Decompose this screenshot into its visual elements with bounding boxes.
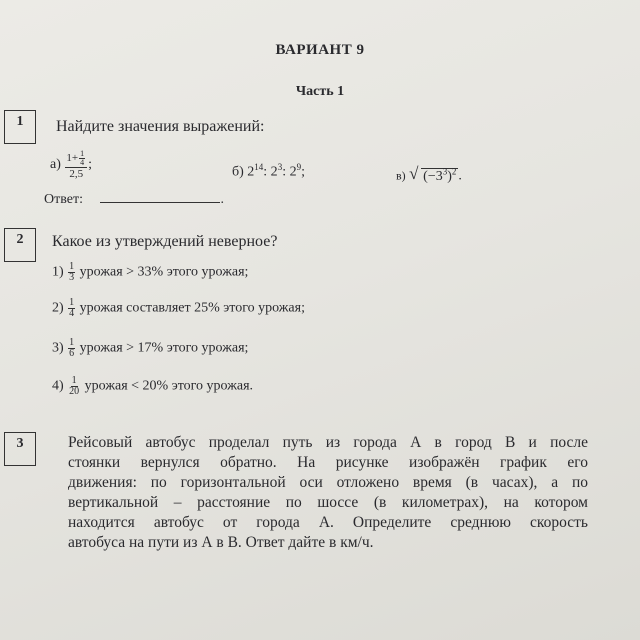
task-1-answer-row (44, 190, 224, 208)
task-3-number: 3 (16, 436, 24, 451)
task-1-a-denominator: 2,5 (69, 168, 84, 180)
task-1-part-b (232, 162, 305, 181)
option-fraction-den: 3 (69, 272, 75, 283)
task-1-a-inner-num: 1 (80, 149, 85, 158)
task-1-b-exp2: 3 (277, 162, 283, 172)
task-3-line: движения: по горизонтальной оси отложено время (в часах), а по (68, 474, 588, 491)
task-1-a-numerator (65, 150, 87, 168)
task-1-c-radicand (421, 168, 458, 184)
task-1-answer-label: Ответ: (44, 192, 83, 207)
task-1-c-close: ) (447, 168, 452, 184)
task-1-part-a (50, 150, 92, 180)
task-1-b-sep2: : 2 (282, 164, 297, 180)
option-fraction (68, 262, 75, 283)
task-3-line: Рейсовый автобус проделал путь из города А в город В и после (68, 434, 588, 451)
task-3-line: стоянки вернулся обратно. На рисунке изображён график его (68, 454, 588, 471)
task-1-c-label: в) (396, 168, 406, 183)
task-2-option-2 (52, 298, 305, 319)
option-text: урожая > 17% этого урожая; (79, 340, 249, 356)
task-1-part-c (396, 166, 462, 185)
task-1-a-suffix: ; (88, 157, 92, 173)
task-1-c-sqrt (409, 166, 458, 185)
task-2-option-1 (52, 262, 248, 283)
task-1-a-num-prefix: 1+ (66, 152, 79, 165)
task-2-prompt: Какое из утверждений неверное? (52, 233, 278, 250)
task-1-c-exp-outer: 2 (451, 166, 457, 176)
option-label: 4) (52, 378, 64, 394)
option-fraction-num: 1 (69, 297, 75, 308)
option-fraction-den: 20 (69, 386, 80, 397)
task-1-a-inner-den: 4 (80, 158, 85, 167)
task-2-option-4 (52, 376, 253, 397)
task-1-b-suffix: ; (301, 164, 305, 180)
task-1-a-label: а) (50, 157, 61, 173)
option-label: 2) (52, 300, 64, 316)
option-fraction-den: 4 (69, 308, 75, 319)
task-1-a-fraction (65, 150, 87, 180)
option-label: 3) (52, 340, 64, 356)
option-text: урожая < 20% этого урожая. (84, 378, 254, 394)
option-fraction (68, 298, 75, 319)
task-3-line: находится автобус от города А. Определите среднюю скорость (68, 514, 588, 531)
task-1-b-label: б) (232, 164, 244, 180)
task-2-number: 2 (16, 232, 24, 247)
task-2-number-box (4, 228, 36, 262)
task-2-option-3 (52, 338, 248, 359)
task-1-number-box (4, 110, 36, 144)
task-1-b-exp3: 9 (296, 162, 302, 172)
task-1-answer-field[interactable] (100, 190, 220, 203)
task-1-number: 1 (16, 114, 24, 129)
option-text: урожая составляет 25% этого урожая; (79, 300, 305, 316)
option-text: урожая > 33% этого урожая; (79, 264, 249, 280)
option-fraction-num: 1 (69, 261, 75, 272)
option-label: 1) (52, 264, 64, 280)
task-1-answer-suffix: . (220, 192, 224, 207)
task-1-prompt: Найдите значения выражений: (56, 118, 265, 135)
task-1-a-inner-fraction (79, 150, 85, 167)
option-fraction (68, 338, 75, 359)
option-fraction-den: 6 (69, 348, 75, 359)
sqrt-icon: √ (409, 164, 419, 183)
task-1-b-sep1: : 2 (263, 164, 278, 180)
option-fraction-num: 1 (71, 375, 77, 386)
option-fraction (68, 376, 80, 397)
task-1-c-radicand-text: (−3 (423, 168, 443, 184)
part-title: Часть 1 (295, 84, 345, 99)
variant-title: ВАРИАНТ 9 (275, 42, 365, 58)
task-1-b-exp1: 14 (254, 162, 264, 172)
task-3-line: вертикальной – расстояние по шоссе (в километрах), на котором (68, 494, 588, 511)
option-fraction-num: 1 (69, 337, 75, 348)
task-1-b-base: 2 (247, 164, 255, 180)
task-1-c-suffix: . (458, 168, 462, 184)
task-3-text (68, 433, 588, 553)
task-1-c-exp-inner: 3 (442, 166, 448, 176)
task-3-line: автобуса на пути из А в В. Ответ дайте в км/ч. (68, 534, 374, 551)
task-3-number-box (4, 432, 36, 466)
